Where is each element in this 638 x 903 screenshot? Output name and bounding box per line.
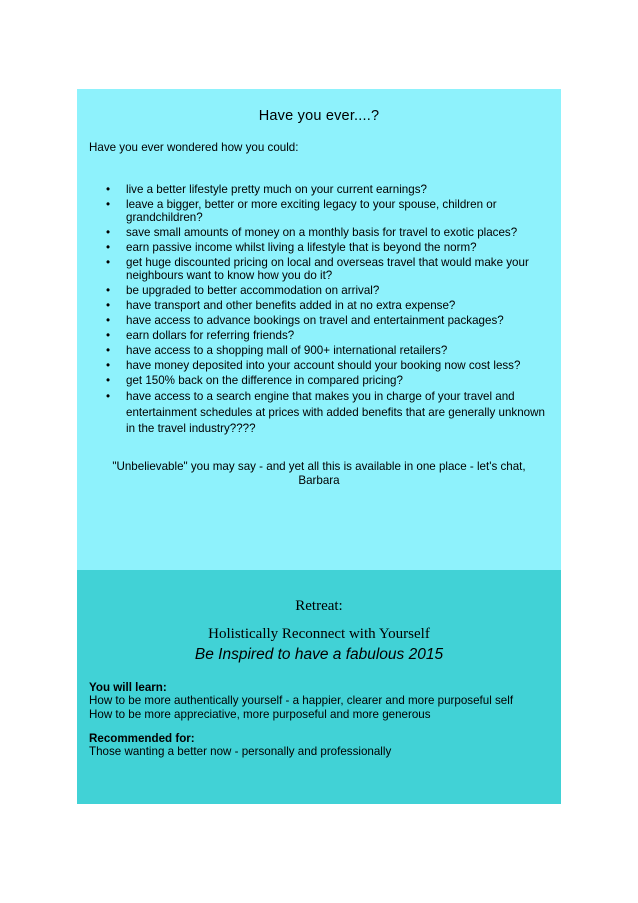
learn-heading: You will learn: [89,681,167,694]
list-item: • be upgraded to better accommodation on arrival? [89,284,549,297]
question-list [89,183,549,437]
list-item: • earn passive income whilst living a lifestyle that is beyond the norm? [89,241,549,254]
retreat-tagline: Be Inspired to have a fabulous 2015 [194,646,444,663]
learn-line: How to be more authentically yourself - a happier, clearer and more purposeful self [89,694,514,707]
closing-line: "Unbelievable" you may say - and yet all this is available in one place - let's chat, [112,460,526,473]
retreat-subtitle: Holistically Reconnect with Yourself [208,626,430,642]
intro-text: Have you ever wondered how you could: [89,141,299,154]
section-title: Have you ever....? [258,108,380,124]
list-item: • leave a bigger, better or more exciting legacy to your spouse, children or grandchildren? [89,198,549,224]
top-panel [77,89,561,570]
list-item: • get 150% back on the difference in compared pricing? [89,374,549,387]
list-item: • earn dollars for referring friends? [89,329,549,342]
recommended-heading: Recommended for: [89,732,195,745]
list-item: • have access to advance bookings on travel and entertainment packages? [89,314,549,327]
closing-message [89,460,549,488]
list-item: • have transport and other benefits added in at no extra expense? [89,299,549,312]
signature-name: Barbara [298,474,340,487]
learn-line: How to be more appreciative, more purposeful and more generous [89,708,431,721]
list-item: • live a better lifestyle pretty much on your current earnings? [89,183,549,196]
list-item: • have money deposited into your account should your booking now cost less? [89,359,549,372]
list-item: • save small amounts of money on a monthly basis for travel to exotic places? [89,226,549,239]
retreat-title: Retreat: [295,598,343,614]
list-item: • get huge discounted pricing on local and overseas travel that would make your neighbours want to know how you do it? [89,256,549,282]
recommended-line: Those wanting a better now - personally and professionally [89,745,392,758]
bottom-panel [77,570,561,804]
list-item: • have access to a shopping mall of 900+ international retailers? [89,344,549,357]
list-item: • have access to a search engine that makes you in charge of your travel and entertainment schedules at prices with added benefits that are generally unknown in the travel industry???? [89,389,549,437]
